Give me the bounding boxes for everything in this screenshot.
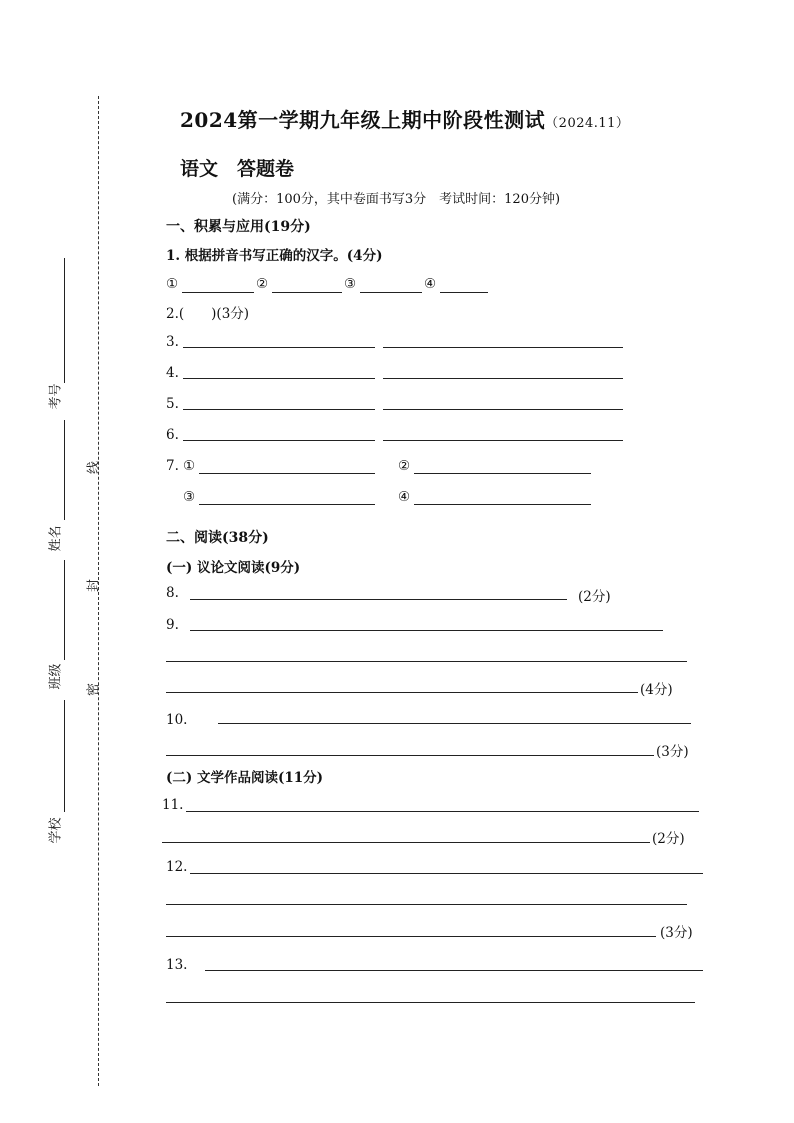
q12-blank-2[interactable] bbox=[166, 904, 687, 905]
q13-blank-2[interactable] bbox=[166, 1002, 695, 1003]
q10-blank-2[interactable] bbox=[166, 755, 654, 756]
q9-blank-2[interactable] bbox=[166, 661, 687, 662]
q6-blank-2[interactable] bbox=[383, 440, 623, 441]
q5-blank-2[interactable] bbox=[383, 409, 623, 410]
q11-score: (2分) bbox=[652, 831, 685, 847]
binding-field-school bbox=[42, 700, 66, 850]
q11-blank-2[interactable] bbox=[162, 842, 650, 843]
name-label: 姓名 bbox=[48, 525, 64, 552]
q1-blank-4[interactable] bbox=[440, 292, 488, 293]
q5-blank-1[interactable] bbox=[183, 409, 375, 410]
q1-blank-2[interactable] bbox=[272, 292, 342, 293]
exam-number-label: 考号 bbox=[48, 383, 64, 410]
page-title bbox=[180, 104, 629, 133]
q2-text: ( )(3分) bbox=[178, 306, 250, 322]
title-text: 2024第一学期九年级上期中阶段性测试 bbox=[180, 108, 546, 132]
q1-blank-3[interactable] bbox=[360, 292, 422, 293]
q4-blank-2[interactable] bbox=[383, 378, 623, 379]
q12-blank-3[interactable] bbox=[166, 936, 656, 937]
exam-number-line[interactable] bbox=[64, 258, 65, 383]
q5-number: 5. bbox=[166, 396, 179, 412]
section-1-title: 一、积累与应用(19分) bbox=[166, 219, 311, 235]
q9-blank-3[interactable] bbox=[166, 692, 638, 693]
school-line[interactable] bbox=[64, 700, 65, 812]
binding-field-name bbox=[42, 420, 66, 560]
q4-number: 4. bbox=[166, 365, 179, 381]
name-line[interactable] bbox=[64, 420, 65, 520]
class-label: 班级 bbox=[48, 663, 64, 690]
q7-blank-3[interactable] bbox=[199, 504, 375, 505]
q1-mark-2: ② bbox=[256, 276, 269, 292]
q11-blank-1[interactable] bbox=[186, 811, 699, 812]
q9-blank-1[interactable] bbox=[190, 630, 663, 631]
q9-number: 9. bbox=[166, 617, 179, 633]
q1-blank-1[interactable] bbox=[182, 292, 254, 293]
question-2 bbox=[166, 302, 249, 322]
q3-blank-1[interactable] bbox=[183, 347, 375, 348]
q3-number: 3. bbox=[166, 334, 179, 350]
q7-blank-1[interactable] bbox=[199, 473, 375, 474]
q6-blank-1[interactable] bbox=[183, 440, 375, 441]
q12-score: (3分) bbox=[660, 925, 693, 941]
subsection-1-title: (一) 议论文阅读(9分) bbox=[166, 560, 301, 576]
q8-number: 8. bbox=[166, 585, 179, 601]
binding-field-class bbox=[42, 560, 66, 695]
q7-mark-2: ② bbox=[398, 458, 411, 474]
q12-blank-1[interactable] bbox=[190, 873, 703, 874]
question-1-text: 1. 根据拼音书写正确的汉字。(4分) bbox=[166, 248, 383, 264]
subsection-2-title: (二) 文学作品阅读(11分) bbox=[166, 770, 324, 786]
score-info: (满分：100分，其中卷面书写3分 考试时间：120分钟) bbox=[232, 192, 561, 207]
school-label: 学校 bbox=[48, 817, 64, 844]
q7-blank-2[interactable] bbox=[414, 473, 591, 474]
seal-char-xian: 线 bbox=[86, 461, 102, 475]
q7-mark-3: ③ bbox=[183, 489, 196, 505]
q8-score: (2分) bbox=[578, 589, 611, 605]
seal-char-feng: 封 bbox=[86, 579, 102, 593]
q7-mark-1: ① bbox=[183, 458, 196, 474]
q6-number: 6. bbox=[166, 427, 179, 443]
q7-mark-4: ④ bbox=[398, 489, 411, 505]
binding-field-exam-number bbox=[42, 258, 66, 418]
q7-blank-4[interactable] bbox=[414, 504, 591, 505]
q1-mark-1: ① bbox=[166, 276, 179, 292]
q1-mark-3: ③ bbox=[344, 276, 357, 292]
seal-char-mi: 密 bbox=[86, 683, 102, 697]
q9-score: (4分) bbox=[640, 682, 673, 698]
q1-mark-4: ④ bbox=[424, 276, 437, 292]
q4-blank-1[interactable] bbox=[183, 378, 375, 379]
q13-number: 13. bbox=[166, 957, 188, 973]
q12-number: 12. bbox=[166, 859, 188, 875]
q8-blank[interactable] bbox=[190, 599, 567, 600]
title-date: （2024.11） bbox=[545, 116, 630, 131]
q11-number: 11. bbox=[162, 797, 184, 813]
q2-number: 2. bbox=[166, 306, 179, 322]
section-2-title: 二、阅读(38分) bbox=[166, 530, 269, 546]
q3-blank-2[interactable] bbox=[383, 347, 623, 348]
q10-number: 10. bbox=[166, 712, 188, 728]
subject-heading: 语文 答题卷 bbox=[180, 158, 295, 180]
q13-blank-1[interactable] bbox=[205, 970, 703, 971]
q10-score: (3分) bbox=[656, 744, 689, 760]
q10-blank-1[interactable] bbox=[218, 723, 691, 724]
class-line[interactable] bbox=[64, 560, 65, 660]
q7-number: 7. bbox=[166, 458, 179, 474]
